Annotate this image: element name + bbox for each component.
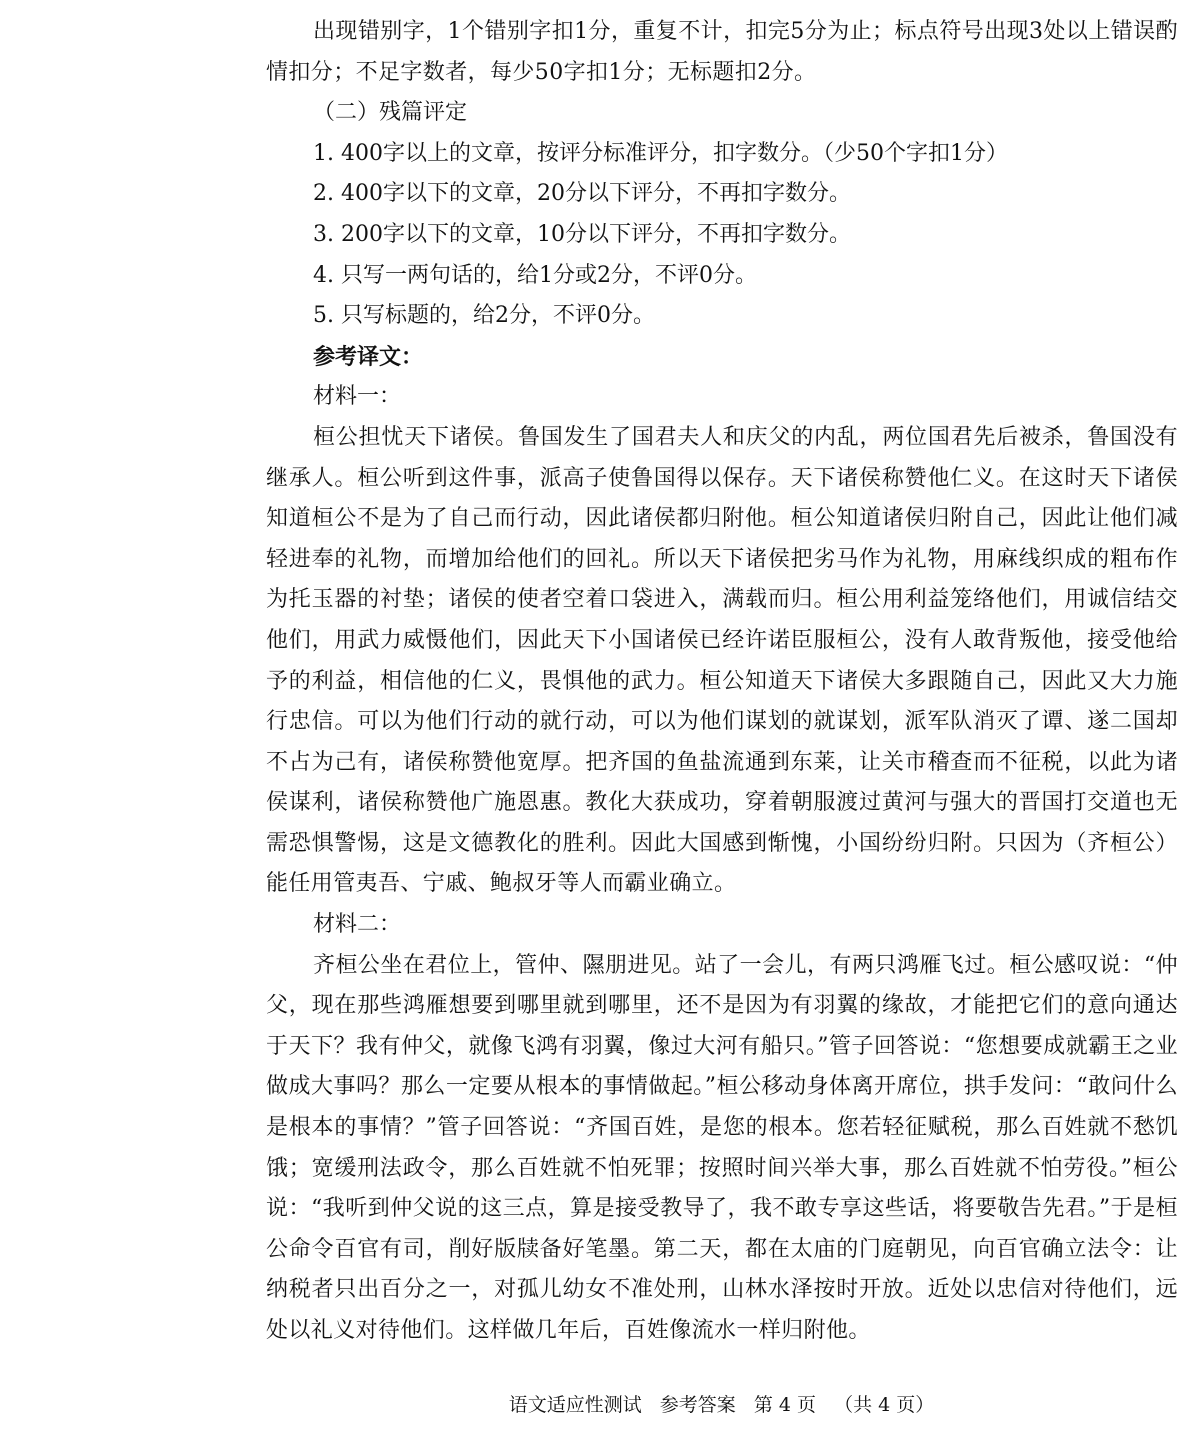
rule-item: 3. 200字以下的文章，10分以下评分，不再扣字数分。 bbox=[313, 221, 851, 247]
rule-item: 4. 只写一两句话的，给1分或2分，不评0分。 bbox=[313, 262, 757, 288]
scoring-penalty-paragraph: 出现错别字，1个错别字扣1分，重复不计，扣完5分为止；标点符号出现3处以上错误酌情扣分；不足字数者，每少50字扣1分；无标题扣2分。 bbox=[266, 19, 1178, 85]
translation-heading: 参考译文： bbox=[313, 343, 424, 370]
material-one-label: 材料一： bbox=[313, 384, 402, 410]
footer-total-pages: （共 4 页） bbox=[834, 1394, 935, 1416]
rule-item: 5. 只写标题的，给2分，不评0分。 bbox=[313, 303, 655, 329]
page-footer bbox=[0, 1392, 1200, 1418]
footer-page-number: 第 4 页 bbox=[753, 1394, 817, 1416]
section-heading: （二）残篇评定 bbox=[313, 100, 468, 126]
footer-subject: 语文适应性测试 bbox=[508, 1394, 642, 1416]
rule-item: 2. 400字以下的文章，20分以下评分，不再扣字数分。 bbox=[313, 181, 851, 207]
rule-item: 1. 400字以上的文章，按评分标准评分，扣字数分。（少50个字扣1分） bbox=[313, 140, 1008, 166]
document-page bbox=[266, 12, 1178, 1352]
material-two-text: 齐桓公坐在君位上，管仲、隰朋进见。站了一会儿，有两只鸿雁飞过。桓公感叹说：“仲父，现在那些鸿雁想要到哪里就到哪里，还不是因为有羽翼的缘故，才能把它们的意向通达于天下？我有仲父，就像飞鸿有羽翼，像过大河有船只。”管子回答说：“您想要成就霸王之业做成大事吗？那么一定要从根本的事情做起。”桓公移动身体离开席位，拱手发问：“敢问什么是根本的事情？”管子回答说：“齐国百姓，是您的根本。您若轻征赋税，那么百姓就不愁饥饿；宽缓刑法政令，那么百姓就不怕死罪；按照时间兴举大事，那么百姓就不怕劳役。”桓公说：“我听到仲父说的这三点，算是接受教导了，我不敢专享这些话，将要敬告先君。”于是桓公命令百官有司，削好版牍备好笔墨。第二天，都在太庙的门庭朝见，向百官确立法令：让纳税者只出百分之一，对孤儿幼女不准处刑，山林水泽按时开放。近处以忠信对待他们，远处以礼义对待他们。这样做几年后，百姓像流水一样归附他。 bbox=[266, 952, 1179, 1343]
footer-doc-title: 参考答案 bbox=[659, 1394, 736, 1416]
material-one-text: 桓公担忧天下诸侯。鲁国发生了国君夫人和庆父的内乱，两位国君先后被杀，鲁国没有继承人。桓公听到这件事，派高子使鲁国得以保存。天下诸侯称赞他仁义。在这时天下诸侯知道桓公不是为了自己而行动，因此诸侯都归附他。桓公知道诸侯归附自己，因此让他们减轻进奉的礼物，而增加给他们的回礼。所以天下诸侯把劣马作为礼物，用麻线织成的粗布作为托玉器的衬垫；诸侯的使者空着口袋进入，满载而归。桓公用利益笼络他们，用诚信结交他们，用武力威慑他们，因此天下小国诸侯已经许诺臣服桓公，没有人敢背叛他，接受他给予的利益，相信他的仁义，畏惧他的武力。桓公知道天下诸侯大多跟随自己，因此又大力施行忠信。可以为他们行动的就行动，可以为他们谋划的就谋划，派军队消灭了谭、遂二国却不占为己有，诸侯称赞他宽厚。把齐国的鱼盐流通到东莱，让关市稽查而不征税，以此为诸侯谋利，诸侯称赞他广施恩惠。教化大获成功，穿着朝服渡过黄河与强大的晋国打交道也无需恐惧警惕，这是文德教化的胜利。因此大国感到惭愧，小国纷纷归附。只因为（齐桓公）能任用管夷吾、宁戚、鲍叔牙等人而霸业确立。 bbox=[266, 424, 1178, 897]
material-two-label: 材料二： bbox=[313, 912, 402, 938]
